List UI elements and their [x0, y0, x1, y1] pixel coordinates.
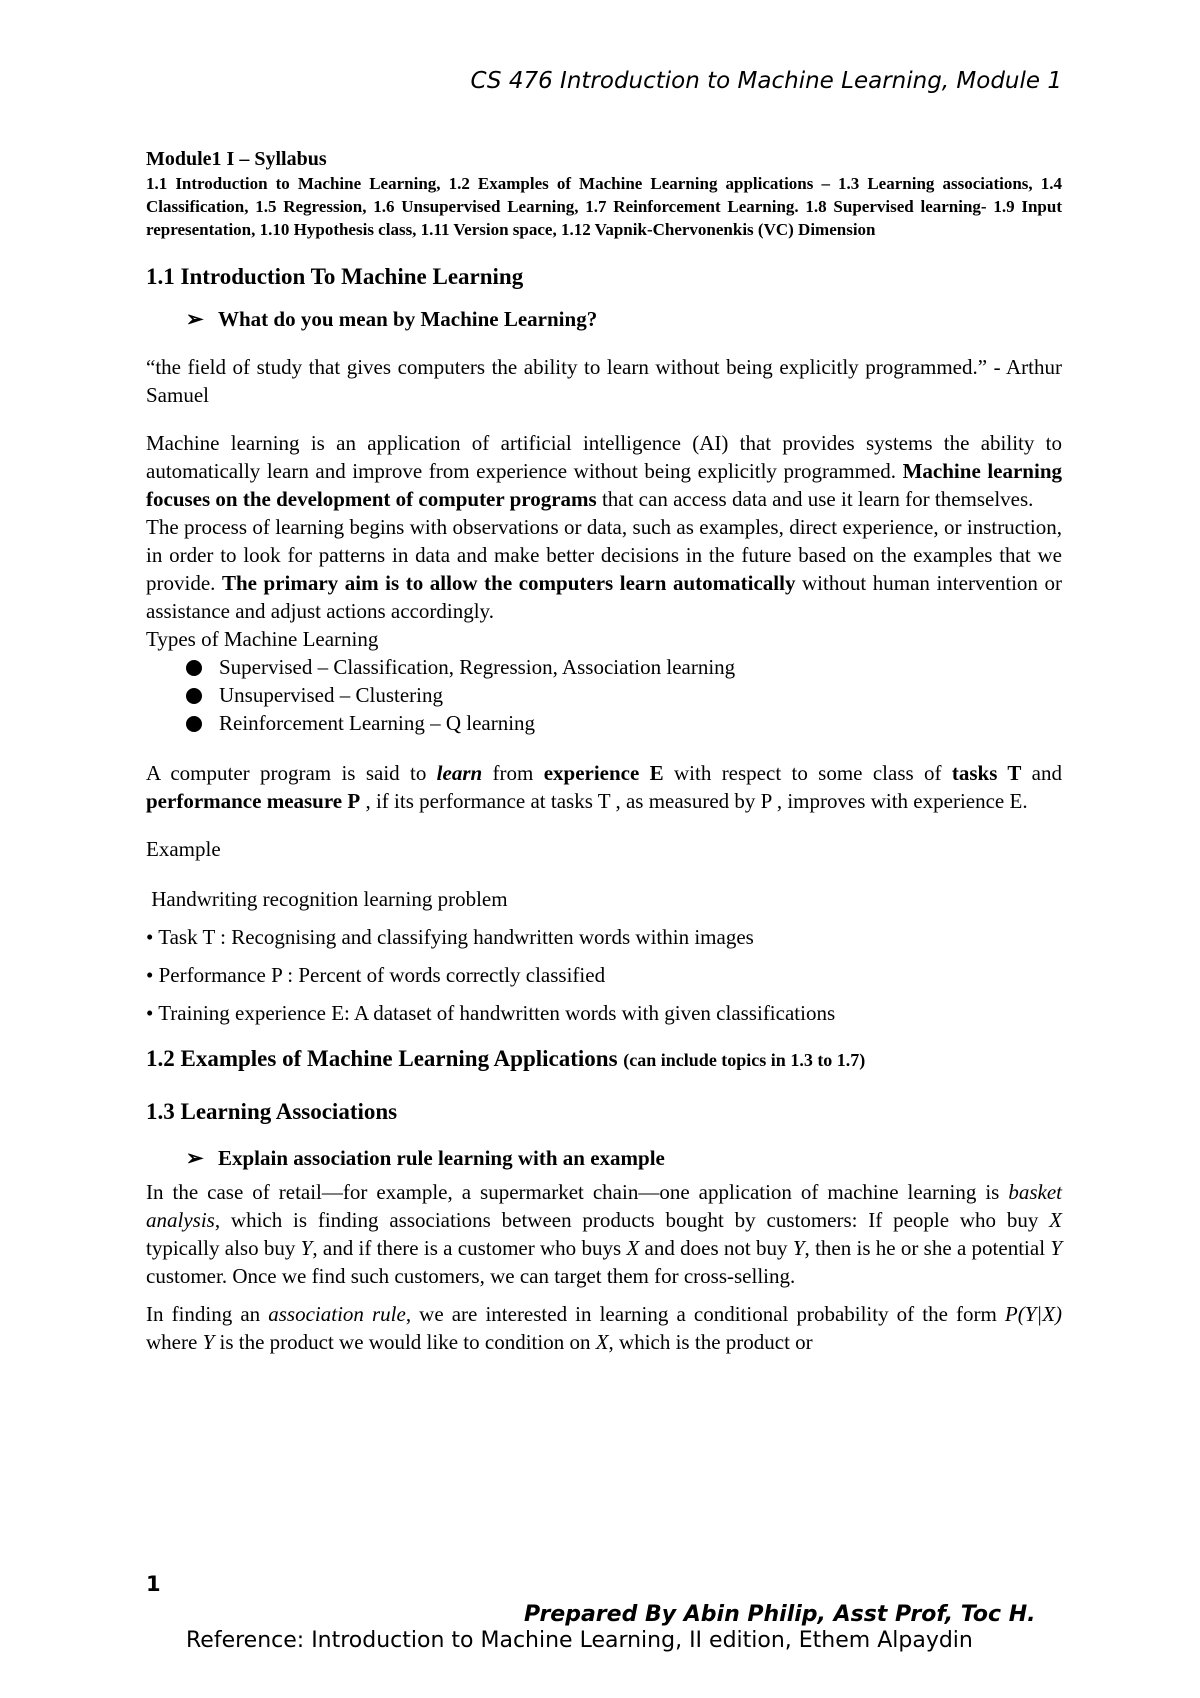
p2-text: , which is the product or	[608, 1330, 813, 1354]
list-item	[146, 681, 1062, 709]
paragraph-formal-definition	[146, 759, 1062, 815]
example-item: • Performance P : Percent of words correctly classified	[146, 963, 606, 987]
p2-formula: P(Y|X)	[1004, 1302, 1063, 1326]
para2-bold: The primary aim is to allow the computers learn automatically	[221, 571, 796, 595]
p1-var: Y	[300, 1236, 313, 1260]
example-title: Handwriting recognition learning problem	[146, 887, 508, 911]
p2-var: Y	[202, 1330, 215, 1354]
p2-text: where	[146, 1330, 203, 1354]
para1-tail: that can access data and use it learn for themselves.	[596, 487, 1034, 511]
question-ml	[186, 305, 1062, 333]
def-text-4: and	[1021, 761, 1063, 785]
bullet-dot-icon	[186, 688, 202, 704]
list-item-text: Unsupervised – Clustering	[219, 683, 443, 707]
p1-text: , then is he or she a potential	[804, 1236, 1051, 1260]
p2-text: , we are interested in learning a conditional probability of the form	[405, 1302, 1005, 1326]
question-association-text: Explain association rule learning with an example	[218, 1146, 665, 1170]
list-item-text: Reinforcement Learning – Q learning	[219, 711, 536, 735]
question-ml-text: What do you mean by Machine Learning?	[218, 307, 598, 331]
footer-prepared-by: Prepared By Abin Philip, Asst Prof, Toc H.	[524, 1602, 1036, 1627]
p2-rule: association rule	[268, 1302, 406, 1326]
arrow-bullet-icon: ➢	[186, 1146, 204, 1170]
p1-text: customer. Once we find such customers, we can target them for cross-selling.	[146, 1264, 796, 1288]
p1-basket: basket analysis	[146, 1180, 1062, 1232]
def-learn: learn	[436, 761, 483, 785]
para1-bold: Machine learning focuses on the development of computer programs	[146, 459, 1062, 511]
section-1-2-title: 1.2 Examples of Machine Learning Applications	[146, 1046, 618, 1071]
p1-var: X	[626, 1236, 640, 1260]
p1-text: typically also buy	[146, 1236, 301, 1260]
p1-var: Y	[792, 1236, 805, 1260]
list-item	[146, 653, 1062, 681]
section-1-1-heading: 1.1 Introduction To Machine Learning	[146, 264, 524, 289]
p2-var: X	[595, 1330, 609, 1354]
types-list	[146, 653, 1062, 737]
section-1-2-heading	[146, 1045, 1062, 1074]
p1-text: In the case of retail—for example, a supermarket chain—one application of machine learning is	[146, 1180, 1009, 1204]
def-tasks: tasks T	[951, 761, 1022, 785]
p1-text: , and if there is a customer who buys	[312, 1236, 627, 1260]
def-text-3: with respect to some class of	[663, 761, 952, 785]
section-1-3-heading: 1.3 Learning Associations	[146, 1099, 398, 1124]
para2-tail: without human intervention or assistance and adjust actions accordingly.	[146, 571, 1062, 623]
def-experience: experience E	[543, 761, 664, 785]
paragraph-basket-analysis	[146, 1178, 1062, 1290]
samuel-quote: “the field of study that gives computers the ability to learn without being explicitly programmed.” - Arthur Samuel	[146, 355, 1062, 407]
para2-text: The process of learning begins with observations or data, such as examples, direct experience, or instruction, in order to look for patterns in data and make better decisions in the future based on the examples that we provide.	[146, 515, 1062, 595]
p1-var: X	[1049, 1208, 1062, 1232]
arrow-bullet-icon: ➢	[186, 307, 204, 331]
paragraph-ml-definition	[146, 429, 1062, 513]
bullet-dot-icon	[186, 716, 202, 732]
list-item-text: Supervised – Classification, Regression, Association learning	[219, 655, 736, 679]
example-label: Example	[146, 837, 221, 861]
question-association	[186, 1144, 1062, 1172]
paragraph-association-rule	[146, 1300, 1062, 1356]
list-item	[146, 709, 1062, 737]
syllabus-body: 1.1 Introduction to Machine Learning, 1.2 Examples of Machine Learning applications – 1.3 Learning associations, 1.4 Classification, 1.5 Regression, 1.6 Unsupervised Learning, 1.7 Reinforcement Learning. 1.8 Supervised learning- 1.9 Input representation, 1.10 Hypothesis class, 1.11 Version space, 1.12 Vapnik-Chervonenkis (VC) Dimension	[146, 174, 1062, 239]
example-item: • Task T : Recognising and classifying handwritten words within images	[146, 925, 754, 949]
syllabus-title: Module1 I – Syllabus	[146, 148, 327, 170]
example-item: • Training experience E: A dataset of handwritten words with given classifications	[146, 1001, 836, 1025]
page-content	[146, 146, 1062, 1356]
paragraph-learning-process	[146, 513, 1062, 625]
bullet-dot-icon	[186, 660, 202, 676]
section-1-2-note: (can include topics in 1.3 to 1.7)	[623, 1050, 866, 1070]
p2-text: is the product we would like to condition on	[214, 1330, 596, 1354]
page-number: 1	[146, 1572, 161, 1596]
def-performance: performance measure P	[146, 789, 361, 813]
types-label: Types of Machine Learning	[146, 627, 379, 651]
p1-text: , which is finding associations between products bought by customers: If people who buy	[214, 1208, 1050, 1232]
page-header: CS 476 Introduction to Machine Learning, Module 1	[470, 68, 1062, 94]
p1-var: Y	[1050, 1236, 1063, 1260]
para1-text: Machine learning is an application of artificial intelligence (AI) that provides systems the ability to automatically learn and improve from experience without being explicitly programmed.	[146, 431, 1062, 483]
def-text-5: , if its performance at tasks T , as measured by P , improves with experience E.	[360, 789, 1028, 813]
def-text-2: from	[482, 761, 544, 785]
def-text-1: A computer program is said to	[146, 761, 437, 785]
footer-reference: Reference: Introduction to Machine Learning, II edition, Ethem Alpaydin	[186, 1628, 973, 1653]
p1-text: and does not buy	[639, 1236, 793, 1260]
p2-text: In finding an	[146, 1302, 269, 1326]
